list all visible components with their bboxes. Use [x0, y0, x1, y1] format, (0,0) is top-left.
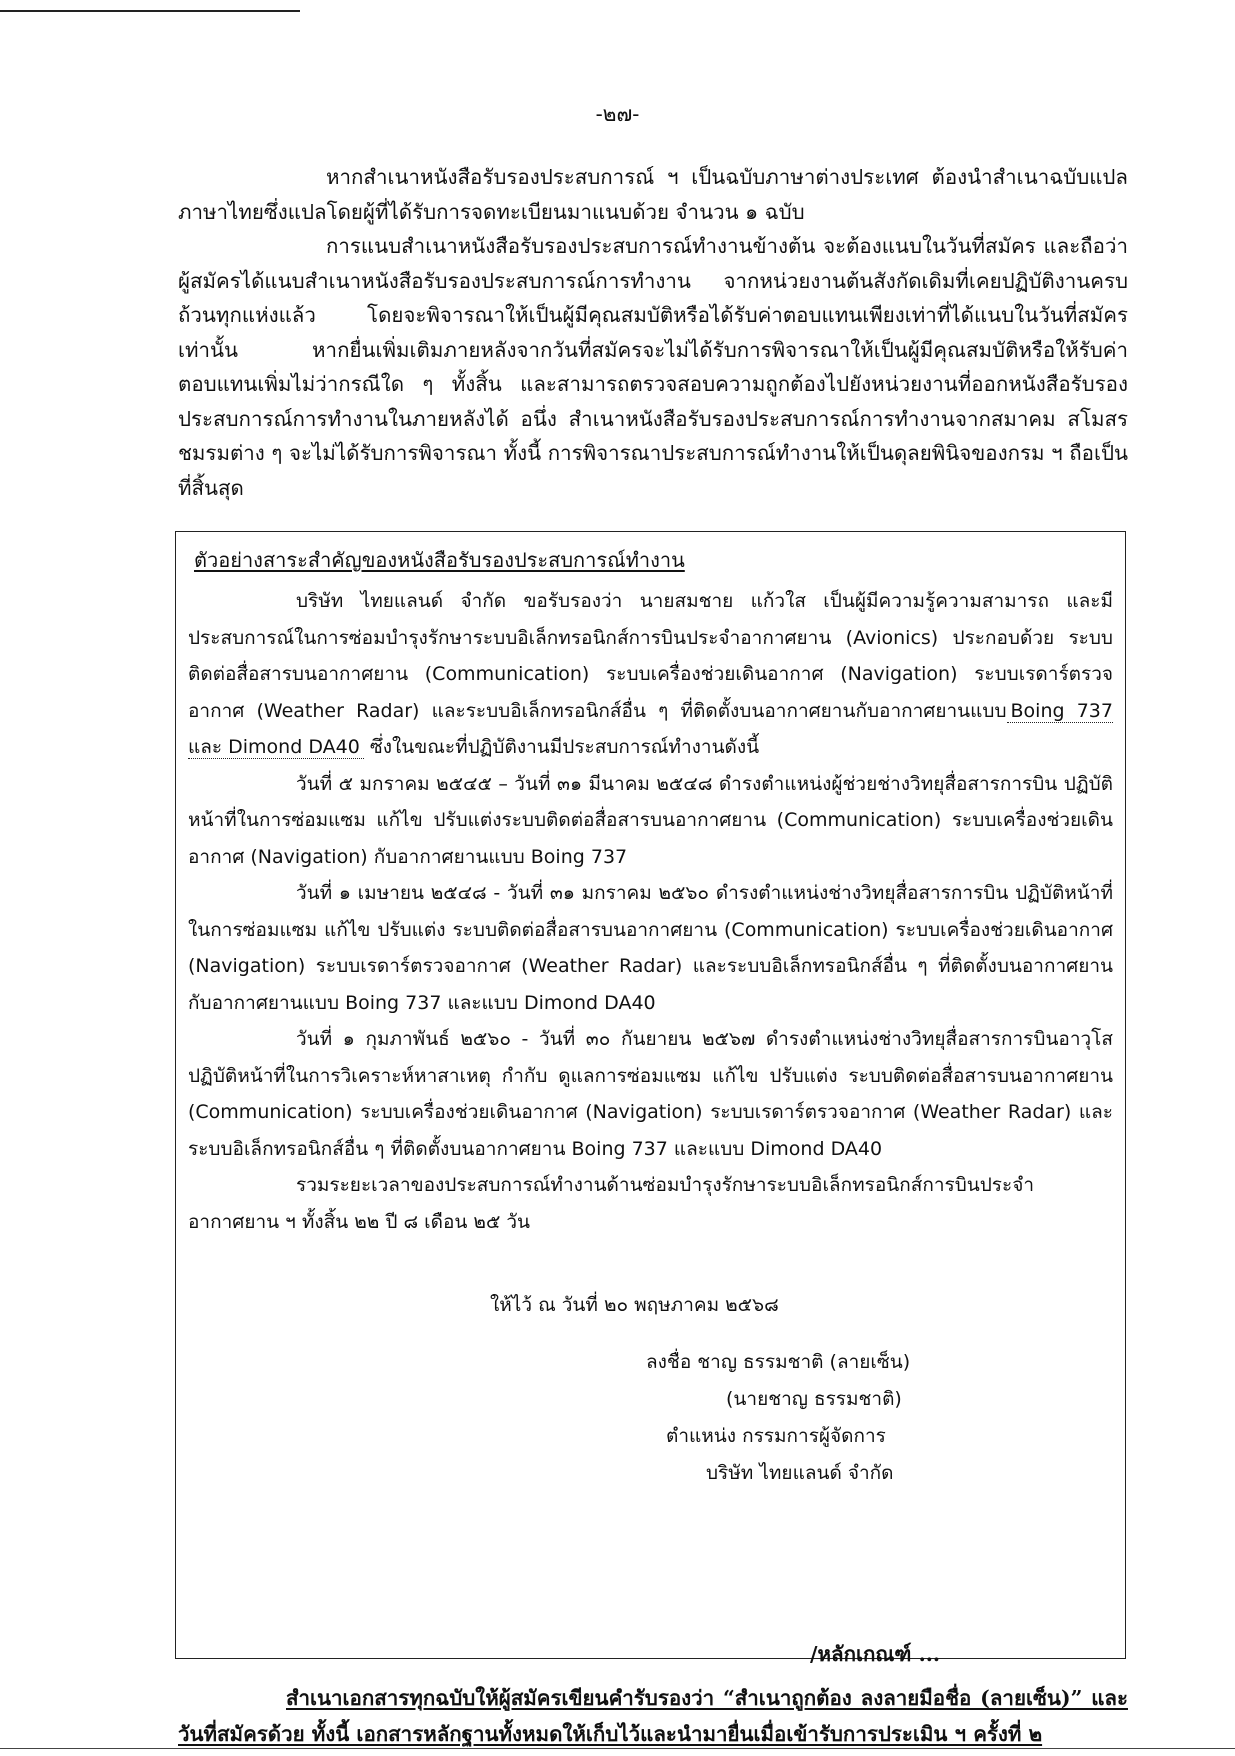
signatory-company: บริษัท ไทยแลนด์ จำกัด — [706, 1462, 894, 1484]
example-intro-tail: ซึ่งในขณะที่ปฏิบัติงานมีประสบการณ์ทำงานดังนี้ — [363, 736, 760, 758]
signatory-position: ตำแหน่ง กรรมการผู้จัดการ — [666, 1425, 886, 1447]
signature-block — [646, 1344, 910, 1492]
certification-note-text: สำเนาเอกสารทุกฉบับให้ผู้สมัครเขียนคำรับรองว่า “สำเนาถูกต้อง ลงลายมือชื่อ (ลายเซ็น)” และวันที่สมัครด้วย ทั้งนี้ เอกสารหลักฐานทั้งหมดให้เก็บไว้และนำมายื่นเมื่อเข้ารับการประเมิน ฯ ครั้งที่ ๒ — [178, 1686, 1128, 1746]
bottom-edge-line — [0, 1748, 1235, 1749]
experience-period-3: วันที่ ๑ กุมภาพันธ์ ๒๕๖๐ - วันที่ ๓๐ กันยายน ๒๕๖๗ ดำรงตำแหน่งช่างวิทยุสื่อสารการบินอาวุโส ปฏิบัติหน้าที่ในการวิเคราะห์หาสาเหตุ กำกับ ดูแลการซ่อมแซม แก้ไข ปรับแต่ง ระบบติดต่อสื่อสารบนอากาศยาน (Communication) ระบบเครื่องช่วยเดินอากาศ (Navigation) ระบบเรดาร์ตรวจอากาศ (Weather Radar) และระบบอิเล็กทรอนิกส์อื่น ๆ ที่ติดตั้งบนอากาศยาน Boing 737 และแบบ Dimond DA40 — [188, 1028, 1113, 1160]
aircraft-types-fill: Boing 737 และ Dimond DA40 — [188, 699, 1113, 758]
example-certificate-box — [175, 531, 1126, 1659]
example-title: ตัวอย่างสาระสำคัญของหนังสือรับรองประสบการณ์ทำงาน — [194, 548, 685, 572]
example-intro-text: บริษัท ไทยแลนด์ จำกัด ขอรับรองว่า นายสมชาย แก้วใส เป็นผู้มีความรู้ความสามารถ และมีประสบการณ์ในการซ่อมบำรุงรักษาระบบอิเล็กทรอนิกส์การบินประจำอากาศยาน (Avionics) ประกอบด้วย ระบบติดต่อสื่อสารบนอากาศยาน (Communication) ระบบเครื่องช่วยเดินอากาศ (Navigation) ระบบเรดาร์ตรวจอากาศ (Weather Radar) และระบบอิเล็กทรอนิกส์อื่น ๆ ที่ติดตั้งบนอากาศยานกับอากาศยานแบบ — [188, 590, 1113, 722]
date-given: ให้ไว้ ณ วันที่ ๒๐ พฤษภาคม ๒๕๖๘ — [490, 1294, 779, 1316]
example-intro-paragraph — [188, 583, 1113, 766]
intro-paragraph-translation: หากสำเนาหนังสือรับรองประสบการณ์ ฯ เป็นฉบับภาษาต่างประเทศ ต้องนำสำเนาฉบับแปลภาษาไทยซึ่งแปลโดยผู้ที่ได้รับการจดทะเบียนมาแนบด้วย จำนวน ๑ ฉบับ — [178, 165, 1128, 224]
experience-period-2: วันที่ ๑ เมษายน ๒๕๔๘ - วันที่ ๓๑ มกราคม ๒๕๖๐ ดำรงตำแหน่งช่างวิทยุสื่อสารการบิน ปฏิบัติหน้าที่ในการซ่อมแซม แก้ไข ปรับแต่ง ระบบติดต่อสื่อสารบนอากาศยาน (Communication) ระบบเครื่องช่วยเดินอากาศ (Navigation) ระบบเรดาร์ตรวจอากาศ (Weather Radar) และระบบอิเล็กทรอนิกส์อื่น ๆ ที่ติดตั้งบนอากาศยาน กับอากาศยานแบบ Boing 737 และแบบ Dimond DA40 — [188, 882, 1113, 1014]
signatory-name: (นายชาญ ธรรมชาติ) — [726, 1388, 902, 1410]
example-body — [188, 583, 1113, 1240]
page-number: -๒๗- — [595, 102, 640, 126]
intro-paragraph-attachment: การแนบสำเนาหนังสือรับรองประสบการณ์ทำงานข้างต้น จะต้องแนบในวันที่สมัคร และถือว่าผู้สมัครได้แนบสำเนาหนังสือรับรองประสบการณ์การทำงาน จากหน่วยงานต้นสังกัดเดิมที่เคยปฏิบัติงานครบถ้วนทุกแห่งแล้ว โดยจะพิจารณาให้เป็นผู้มีคุณสมบัติหรือได้รับค่าตอบแทนเพียงเท่าที่ได้แนบในวันที่สมัครเท่านั้น หากยื่นเพิ่มเติมภายหลังจากวันที่สมัครจะไม่ได้รับการพิจารณาให้เป็นผู้มีคุณสมบัติหรือให้รับค่าตอบแทนเพิ่มไม่ว่ากรณีใด ๆ ทั้งสิ้น และสามารถตรวจสอบความถูกต้องไปยังหน่วยงานที่ออกหนังสือรับรองประสบการณ์การทำงานในภายหลังได้ อนึ่ง สำเนาหนังสือรับรองประสบการณ์การทำงานจากสมาคม สโมสร ชมรมต่าง ๆ จะไม่ได้รับการพิจารณา ทั้งนี้ การพิจารณาประสบการณ์ทำงานให้เป็นดุลยพินิจของกรม ฯ ถือเป็นที่สิ้นสุด — [178, 234, 1128, 500]
top-edge-line — [0, 0, 300, 12]
certification-note — [178, 1680, 1128, 1752]
experience-period-1: วันที่ ๕ มกราคม ๒๕๔๕ – วันที่ ๓๑ มีนาคม ๒๕๔๘ ดำรงตำแหน่งผู้ช่วยช่างวิทยุสื่อสารการบิน ปฏิบัติหน้าที่ในการซ่อมแซม แก้ไข ปรับแต่งระบบติดต่อสื่อสารบนอากาศยาน (Communication) ระบบเครื่องช่วยเดินอากาศ (Navigation) กับอากาศยานแบบ Boing 737 — [188, 772, 1113, 868]
experience-total: รวมระยะเวลาของประสบการณ์ทำงานด้านซ่อมบำรุงรักษาระบบอิเล็กทรอนิกส์การบินประจำอากาศยาน ฯ ทั้งสิ้น ๒๒ ปี ๘ เดือน ๒๕ วัน — [188, 1174, 1035, 1233]
intro-section — [178, 160, 1128, 505]
continue-mark: /หลักเกณฑ์ ... — [810, 1642, 940, 1666]
signature-line: ลงชื่อ ชาญ ธรรมชาติ (ลายเซ็น) — [646, 1351, 911, 1373]
